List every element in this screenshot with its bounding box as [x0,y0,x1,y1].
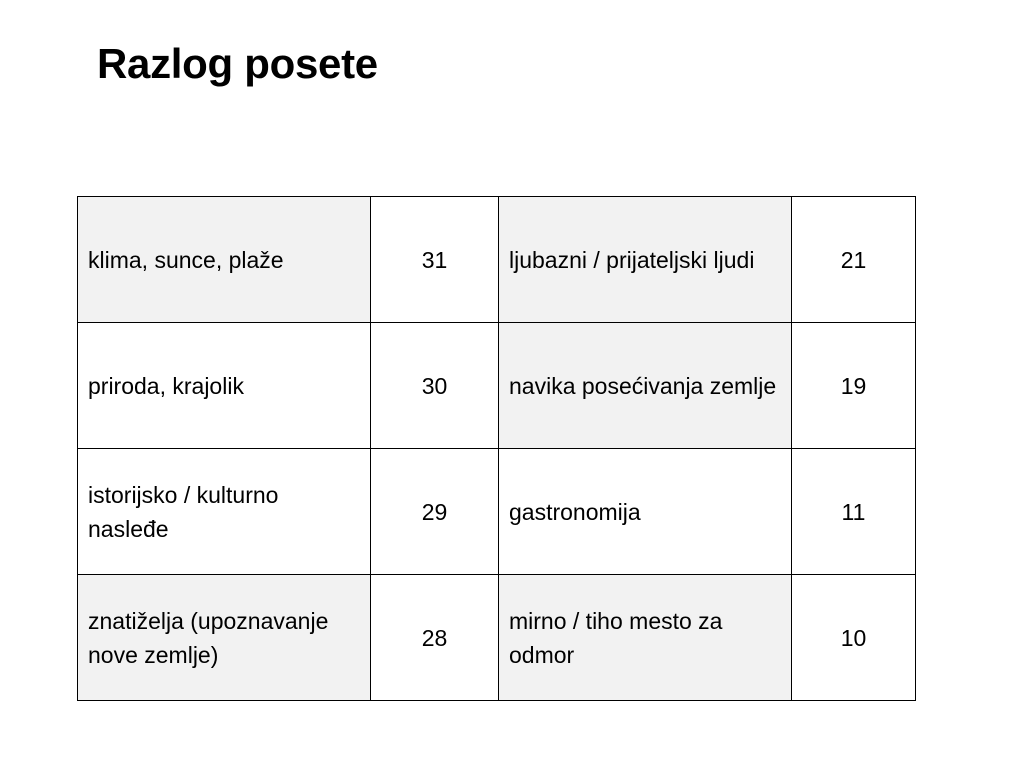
reason-count: 11 [792,449,916,575]
reason-label: ljubazni / prijateljski ljudi [499,197,792,323]
table-row [78,197,916,323]
reason-count: 10 [792,575,916,701]
reason-label: istorijsko / kulturno nasleđe [78,449,371,575]
reason-count: 19 [792,323,916,449]
reason-label: znatiželja (upoznavanje nove zemlje) [78,575,371,701]
reason-count: 21 [792,197,916,323]
reason-count: 29 [371,449,499,575]
page-title: Razlog posete [97,40,378,87]
table-row [78,449,916,575]
reason-count: 31 [371,197,499,323]
table-row [78,575,916,701]
visit-reasons-table [77,196,916,701]
reason-label: navika posećivanja zemlje [499,323,792,449]
reason-count: 30 [371,323,499,449]
reason-label: gastronomija [499,449,792,575]
table-row [78,323,916,449]
reason-label: mirno / tiho mesto za odmor [499,575,792,701]
reason-label: klima, sunce, plaže [78,197,371,323]
reason-label: priroda, krajolik [78,323,371,449]
reason-count: 28 [371,575,499,701]
